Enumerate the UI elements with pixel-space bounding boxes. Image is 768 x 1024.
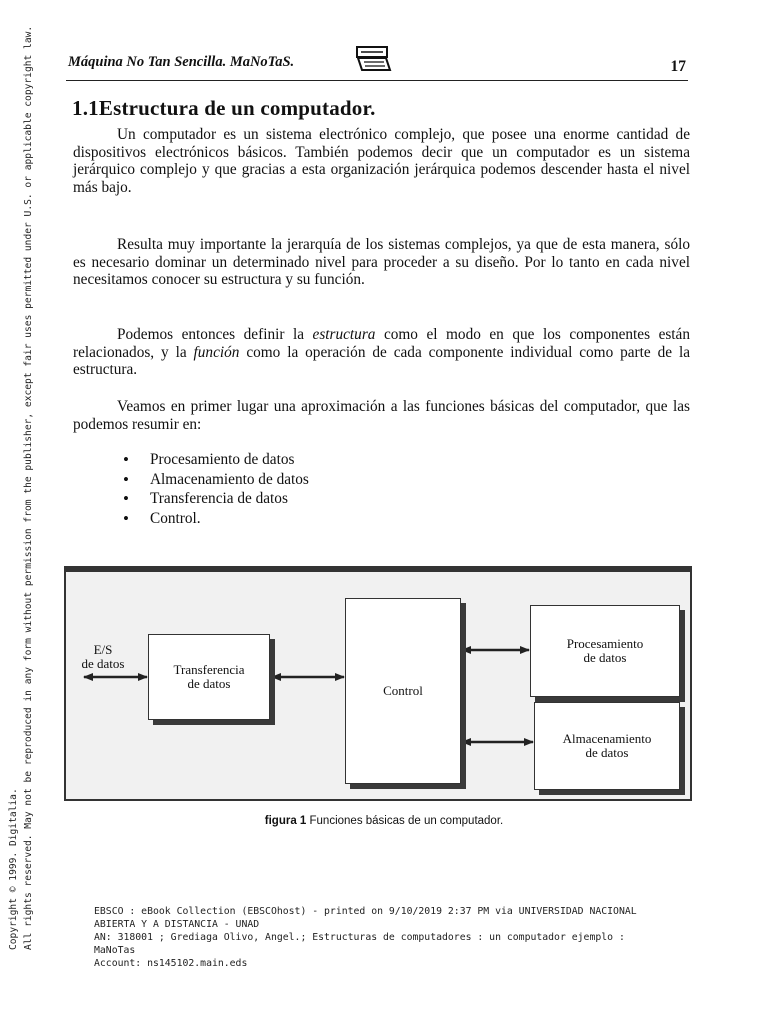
control-label: Control — [383, 683, 423, 698]
figure-caption — [0, 815, 768, 827]
running-title: Máquina No Tan Sencilla. MaNoTaS. — [68, 54, 295, 70]
paragraph-2-text: Resulta muy importante la jerarquía de los sistemas complejos, ya que de esta manera, sólo es necesario dominar un determinado nivel para proceder a su diseño. Por lo tanto en cada nivel necesitamos conocer su estructura y su función. — [73, 236, 690, 289]
caption-label: figura 1 — [264, 815, 307, 827]
footer-line-1: EBSCO : eBook Collection (EBSCOhost) - printed on 9/10/2019 2:37 PM via UNIVERSIDAD NACIONAL — [94, 906, 637, 917]
section-title: Estructura de un computador. — [98, 96, 376, 120]
ebsco-footer — [94, 905, 714, 970]
storage-box — [534, 702, 680, 790]
storage-line-2: de datos — [585, 745, 629, 760]
section-number: 1.1 — [72, 96, 99, 120]
paragraph-3-text-a: Podemos entonces definir la — [117, 326, 313, 343]
processing-line-2: de datos — [583, 650, 627, 665]
term-estructura: estructura — [312, 326, 376, 343]
transfer-line-1: Transferencia — [173, 662, 245, 677]
paragraph-3-text-e: como la operación de cada componente individual como parte de la estructura. — [73, 343, 690, 379]
paragraph-4-text: Veamos en primer lugar una aproximación a las funciones básicas del computador, que las podemos resumir en: — [73, 398, 690, 433]
transfer-line-2: de datos — [187, 676, 231, 691]
processing-box — [530, 605, 680, 697]
footer-line-3: AN: 318001 ; Grediaga Olivo, Angel.; Estructuras de computadores : un computador ejemplo : — [94, 932, 625, 943]
list-item: • Transferencia de datos — [120, 489, 309, 509]
transfer-box — [148, 634, 270, 720]
page-number: 17 — [670, 58, 686, 75]
io-label-line-1: E/S — [93, 642, 113, 657]
copyright-line-2: All rights reserved. May not be reproduced in any form without permission from the publisher, except fair uses permitted under U.S. or applicable copyright law. — [23, 25, 34, 950]
footer-line-2: ABIERTA Y A DISTANCIA - UNAD — [94, 919, 260, 930]
io-label — [68, 643, 138, 671]
list-item: • Control. — [120, 509, 309, 529]
storage-line-1: Almacenamiento — [562, 731, 652, 746]
footer-line-4: MaNoTas — [94, 945, 136, 956]
footer-line-5: Account: ns145102.main.eds — [94, 958, 248, 969]
paragraph-3-text-c: como el modo en que los componentes están relacionados, y la — [73, 326, 690, 361]
caption-text: Funciones básicas de un computador. — [309, 815, 504, 827]
term-funcion: función — [193, 343, 240, 361]
control-box — [345, 598, 461, 784]
copyright-line-1: Copyright © 1999. Digitalia. — [8, 788, 19, 950]
paragraph-1-text: Un computador es un sistema electrónico complejo, que posee una enorme cantidad de dispositivos electrónicos básicos. También podemos decir que un computador es un sistema jerárquico complejo y que gracias a esta organización jerárquica podemos descender hasta el nivel más bajo. — [73, 126, 690, 196]
list-item: • Almacenamiento de datos — [120, 470, 309, 490]
list-item: • Procesamiento de datos — [120, 450, 309, 470]
processing-line-1: Procesamiento — [566, 636, 644, 651]
io-label-line-2: de datos — [81, 656, 125, 671]
